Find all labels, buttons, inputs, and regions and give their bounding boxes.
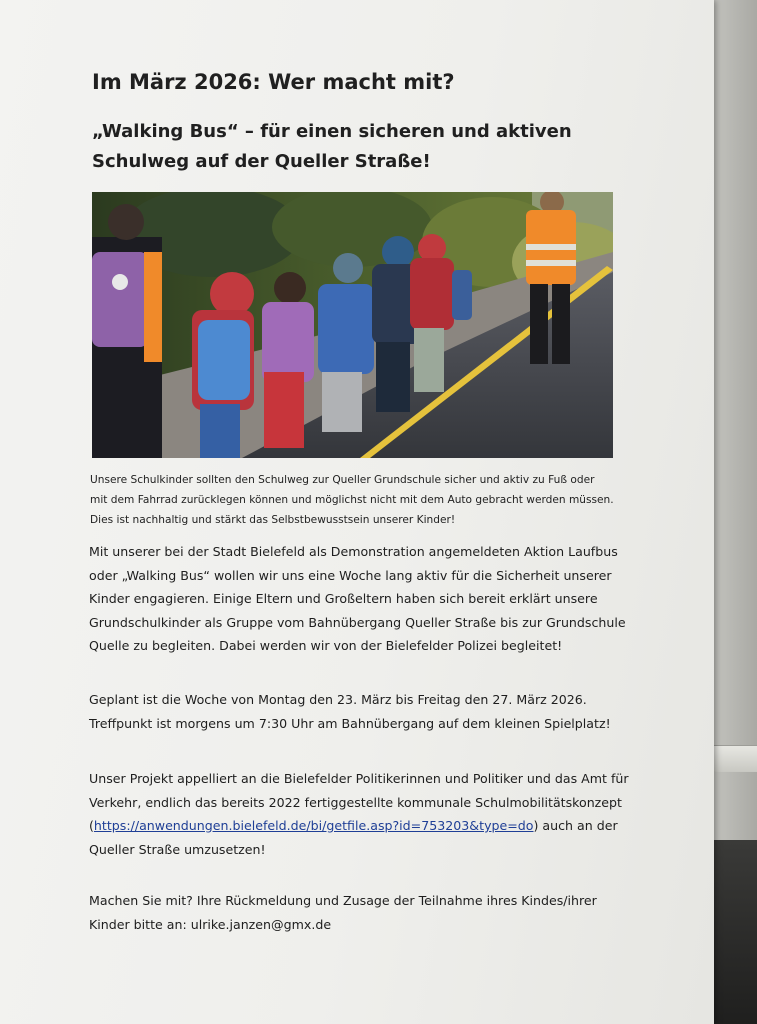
paragraph-contact: Machen Sie mit? Ihre Rückmeldung und Zusage der Teilnahme ihres Kindes/ihrer Kinder bitte an: ulrike.janzen@gmx.de [89, 893, 597, 932]
paragraph-walking-bus: Mit unserer bei der Stadt Bielefeld als Demonstration angemeldeten Aktion Laufbus oder „Walking Bus“ wollen wir uns eine Woche lang aktiv für die Sicherheit unserer Kinder engagieren. Einige Eltern und Großeltern haben sich bereit erklärt unsere Grundschulkinder als Gruppe vom Bahnübergang Queller Straße bis zur Grundschule Quelle zu begleiten. Dabei werden wir von der Bielefelder Polizei begleitet! [89, 544, 626, 653]
appeal-text-after: ) auch an der Queller Straße umzusetzen! [89, 818, 618, 857]
photo-caption: Unsere Schulkinder sollten den Schulweg zur Queller Grundschule sicher und aktiv zu Fuß oder mit dem Fahrrad zurücklegen können und möglichst nicht mit dem Auto gebracht werden müssen. Dies ist nachhaltig und stärkt das Selbstbewusstsein unserer Kinder! [90, 474, 614, 526]
paragraph-appeal [89, 767, 629, 861]
schulmobilitaet-link[interactable]: https://anwendungen.bielefeld.de/bi/getfile.asp?id=753203&type=do [93, 818, 534, 833]
page-subtitle: „Walking Bus“ – für einen sicheren und aktiven Schulweg auf der Queller Straße! [92, 121, 572, 172]
walking-bus-photo [92, 192, 613, 458]
paragraph-schedule: Geplant ist die Woche von Montag den 23. März bis Freitag den 27. März 2026. Treffpunkt ist morgens um 7:30 Uhr am Bahnübergang auf dem kleinen Spielplatz! [89, 692, 611, 731]
page-title: Im März 2026: Wer macht mit? [92, 70, 455, 94]
appeal-text-before: Unser Projekt appelliert an die Bielefelder Politikerinnen und Politiker und das Amt für Verkehr, endlich das bereits 2022 fertiggestellte kommunale Schulmobilitätskonzept ( [89, 771, 629, 833]
